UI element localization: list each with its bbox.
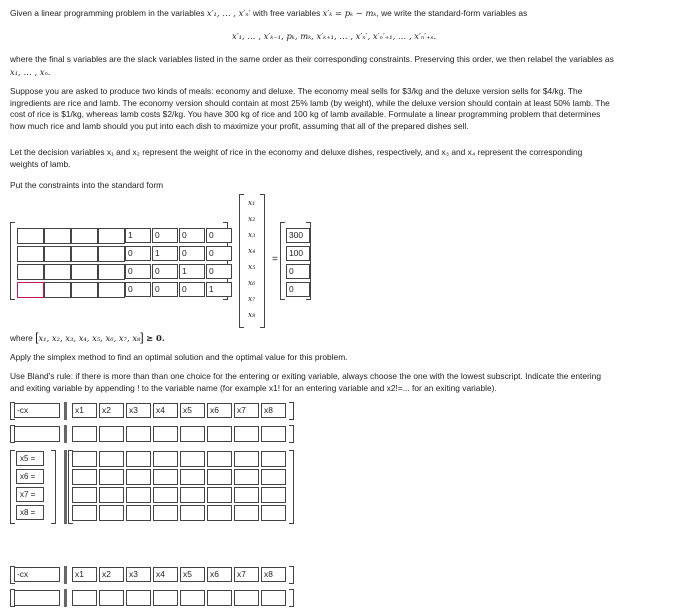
- tableau-input-cell[interactable]: [99, 451, 124, 467]
- x-vector-entry: x₈: [248, 310, 256, 319]
- basis-label-cell: x8 =: [16, 505, 44, 520]
- matrix-input-cell[interactable]: [44, 264, 71, 280]
- var-header-cell: x6: [207, 403, 232, 418]
- x-vector-entry: x₃: [248, 230, 256, 239]
- paragraph-line: ingredients are rice and lamb. The economy version should contain at most 25% lamb (by weight), while the deluxe version should contain at least 50% lamb. The: [10, 97, 610, 108]
- tableau-bracket: [10, 450, 15, 524]
- x-vector-left-bracket: [239, 194, 244, 328]
- matrix-input-cell[interactable]: [71, 264, 98, 280]
- tableau-input-cell[interactable]: [234, 451, 259, 467]
- matrix-input-cell[interactable]: [44, 246, 71, 262]
- tableau-input-cell[interactable]: [126, 487, 151, 503]
- matrix-input-cell[interactable]: [98, 282, 125, 298]
- tableau-divider: [64, 589, 67, 607]
- tableau-input-cell[interactable]: [126, 505, 151, 521]
- objective-coef-input[interactable]: [207, 590, 232, 606]
- tableau-input-cell[interactable]: [99, 487, 124, 503]
- matrix-input-cell[interactable]: [17, 282, 44, 298]
- intro-math-variables: x′₁, … , x′ₙ′: [206, 8, 251, 18]
- tableau-input-cell[interactable]: [207, 505, 232, 521]
- tableau-input-cell[interactable]: [126, 451, 151, 467]
- tableau-input-cell[interactable]: [153, 469, 178, 485]
- tableau-input-cell[interactable]: [234, 505, 259, 521]
- objective-coef-input[interactable]: [261, 426, 286, 442]
- objective-coef-input[interactable]: [126, 590, 151, 606]
- tableau-input-cell[interactable]: [180, 469, 205, 485]
- matrix-value-cell: 0: [179, 228, 205, 243]
- objective-coef-input[interactable]: [72, 426, 97, 442]
- var-header-cell: x4: [153, 567, 178, 582]
- tableau-input-cell[interactable]: [72, 469, 97, 485]
- paragraph-decision-vars: [10, 147, 582, 170]
- blands-rule-text: [10, 371, 601, 394]
- tableau-input-cell[interactable]: [261, 487, 286, 503]
- tableau-input-cell[interactable]: [261, 505, 286, 521]
- tableau-divider: [64, 425, 67, 443]
- var-header-cell: x1: [72, 567, 97, 582]
- tableau-bracket: [51, 450, 56, 524]
- blands-line: and exiting variable by appending ! to the variable name (for example x1! for an entering variable and x2!=... for an exiting variable).: [10, 382, 497, 393]
- cx-cell: -cx: [14, 403, 60, 418]
- objective-coef-input[interactable]: [234, 590, 259, 606]
- matrix-value-cell: 0: [179, 246, 205, 261]
- var-header-cell: x4: [153, 403, 178, 418]
- display-math: x′₁, … , x′ₖ₋₁, pₖ, mₖ, x′ₖ₊₁, … , x′ₙ′, x′ₙ′₊₁, … , x′ₙ′₊ₛ.: [232, 31, 437, 41]
- var-header-cell: x6: [207, 567, 232, 582]
- rhs-value-cell: 0: [286, 282, 310, 297]
- objective-coef-input[interactable]: [99, 590, 124, 606]
- intro-text-c: , we write the standard-form variables as: [376, 8, 528, 18]
- apply-simplex-text: Apply the simplex method to find an optimal solution and the optimal value for this problem.: [10, 352, 348, 362]
- intro-line: [10, 8, 527, 20]
- tableau-input-cell[interactable]: [234, 469, 259, 485]
- tableau-input-cell[interactable]: [207, 487, 232, 503]
- tableau-input-cell[interactable]: [153, 487, 178, 503]
- matrix-value-cell: 0: [125, 246, 151, 261]
- matrix-input-cell[interactable]: [71, 228, 98, 244]
- tableau-input-cell[interactable]: [72, 487, 97, 503]
- tableau-input-cell[interactable]: [72, 505, 97, 521]
- basis-label-cell: x5 =: [16, 451, 44, 466]
- var-header-cell: x5: [180, 567, 205, 582]
- tableau-input-cell[interactable]: [126, 469, 151, 485]
- tableau-divider: [64, 402, 67, 420]
- nonneg-left-bracket: [: [35, 330, 39, 344]
- objective-coef-input[interactable]: [207, 426, 232, 442]
- x-vector-entry: x₆: [248, 278, 256, 287]
- objective-coef-input[interactable]: [72, 590, 97, 606]
- tableau-input-cell[interactable]: [99, 469, 124, 485]
- matrix-input-cell[interactable]: [98, 264, 125, 280]
- rhs-left-bracket: [280, 222, 285, 300]
- matrix-input-cell[interactable]: [17, 264, 44, 280]
- objective-coef-input[interactable]: [126, 426, 151, 442]
- var-header-cell: x8: [261, 567, 286, 582]
- tableau-input-cell[interactable]: [72, 451, 97, 467]
- tableau-input-cell[interactable]: [180, 487, 205, 503]
- matrix-value-cell: 0: [206, 246, 232, 261]
- rhs-value-cell: 0: [286, 264, 310, 279]
- tableau-bracket: [289, 450, 294, 524]
- matrix-input-cell[interactable]: [98, 228, 125, 244]
- objective-coef-input[interactable]: [99, 426, 124, 442]
- var-header-cell: x2: [99, 567, 124, 582]
- x-vector-entry: x₇: [248, 294, 256, 303]
- matrix-value-cell: 1: [206, 282, 232, 297]
- matrix-value-cell: 0: [152, 264, 178, 279]
- var-header-cell: x3: [126, 567, 151, 582]
- tableau-input-cell[interactable]: [180, 505, 205, 521]
- x-vector-entry: x₅: [248, 262, 256, 271]
- tableau-bracket: [289, 425, 294, 443]
- matrix-value-cell: 0: [125, 264, 151, 279]
- paragraph-meals: [10, 86, 610, 132]
- matrix-input-cell[interactable]: [71, 246, 98, 262]
- intro-text-b: with free variables: [252, 8, 321, 18]
- objective-coef-input[interactable]: [234, 426, 259, 442]
- objective-value-input[interactable]: [14, 590, 60, 606]
- tableau-input-cell[interactable]: [99, 505, 124, 521]
- tableau-input-cell[interactable]: [261, 469, 286, 485]
- tableau-input-cell[interactable]: [153, 505, 178, 521]
- tableau-input-cell[interactable]: [180, 451, 205, 467]
- paragraph-line: how much rice and lamb should you put into each dish to maximize your profit, assuming that all of the prepared dishes sell.: [10, 120, 469, 131]
- tableau-input-cell[interactable]: [207, 469, 232, 485]
- matrix-value-cell: 0: [206, 264, 232, 279]
- rhs-value-cell: 300: [286, 228, 310, 243]
- x-vector-entry: x₄: [248, 246, 256, 255]
- x-vector-right-bracket: [260, 194, 265, 328]
- tableau-input-cell[interactable]: [207, 451, 232, 467]
- objective-coef-input[interactable]: [180, 426, 205, 442]
- var-header-cell: x1: [72, 403, 97, 418]
- paragraph-line: Suppose you are asked to produce two kinds of meals: economy and deluxe. The economy meal sells for $3/kg and the deluxe version sells for $4/kg. The: [10, 86, 583, 96]
- nonneg-where: where: [10, 333, 33, 343]
- cx-cell: -cx: [14, 567, 60, 582]
- paragraph-line: cost of rice is $1/kg, whereas lamb costs $2/kg. You have 300 kg of rice and 100 kg of lamb available. Formulate a linear programming problem that determines: [10, 109, 601, 119]
- paragraph-line: Let the decision variables x₁ and x₂ represent the weight of rice in the economy and deluxe dishes, respectively, and x₃ and x₄ represent the corresponding: [10, 147, 583, 157]
- where-line-1: where the final s variables are the slack variables listed in the same order as their corresponding constraints. Preserving this order, we then relabel the variables as: [10, 54, 614, 64]
- paragraph-line: weights of lamb.: [10, 158, 71, 169]
- var-header-cell: x5: [180, 403, 205, 418]
- matrix-value-cell: 0: [179, 282, 205, 297]
- tableau-divider: [64, 566, 67, 584]
- var-header-cell: x3: [126, 403, 151, 418]
- blands-line: Use Bland's rule: if there is more than than one choice for the entering or exiting variable, always choose the one with the lowest subscript. Indicate the entering: [10, 371, 601, 381]
- nonneg-line: [10, 332, 165, 345]
- matrix-input-cell[interactable]: [17, 246, 44, 262]
- intro-math-free-vars: x′ₖ = pₖ − mₖ: [322, 8, 377, 18]
- basis-label-cell: x7 =: [16, 487, 44, 502]
- matrix-input-cell[interactable]: [71, 282, 98, 298]
- nonneg-relation: ≥ 0.: [146, 333, 165, 343]
- matrix-left-bracket: [10, 222, 15, 300]
- rhs-value-cell: 100: [286, 246, 310, 261]
- matrix-value-cell: 0: [125, 282, 151, 297]
- matrix-input-cell[interactable]: [44, 282, 71, 298]
- tableau-divider: [64, 450, 67, 524]
- tableau-bracket: [289, 566, 294, 584]
- equals-sign: =: [272, 254, 278, 265]
- objective-coef-input[interactable]: [180, 590, 205, 606]
- objective-coef-input[interactable]: [153, 590, 178, 606]
- tableau-input-cell[interactable]: [234, 487, 259, 503]
- matrix-input-cell[interactable]: [17, 228, 44, 244]
- matrix-value-cell: 0: [152, 228, 178, 243]
- x-vector-entry: x₂: [248, 214, 256, 223]
- nonneg-right-bracket: ]: [140, 330, 144, 344]
- tableau-input-cell[interactable]: [153, 451, 178, 467]
- matrix-value-cell: 0: [152, 282, 178, 297]
- basis-label-cell: x6 =: [16, 469, 44, 484]
- x-vector-entry: x₁: [248, 198, 256, 207]
- nonneg-vars: x₁, x₂, x₃, x₄, x₅, x₆, x₇, x₈: [38, 333, 141, 343]
- tableau-bracket: [289, 589, 294, 607]
- var-header-cell: x7: [234, 403, 259, 418]
- matrix-value-cell: 1: [179, 264, 205, 279]
- matrix-value-cell: 1: [152, 246, 178, 261]
- var-header-cell: x2: [99, 403, 124, 418]
- where-line-2: x₁, … , xₙ.: [10, 67, 51, 77]
- intro-text-a: Given a linear programming problem in the variables: [10, 8, 205, 18]
- objective-coef-input[interactable]: [153, 426, 178, 442]
- put-constraints-label: Put the constraints into the standard form: [10, 180, 164, 190]
- matrix-input-cell[interactable]: [44, 228, 71, 244]
- var-header-cell: x8: [261, 403, 286, 418]
- objective-coef-input[interactable]: [261, 590, 286, 606]
- matrix-value-cell: 1: [125, 228, 151, 243]
- tableau-bracket: [289, 402, 294, 420]
- var-header-cell: x7: [234, 567, 259, 582]
- matrix-value-cell: 0: [206, 228, 232, 243]
- matrix-input-cell[interactable]: [98, 246, 125, 262]
- objective-value-input[interactable]: [14, 426, 60, 442]
- tableau-input-cell[interactable]: [261, 451, 286, 467]
